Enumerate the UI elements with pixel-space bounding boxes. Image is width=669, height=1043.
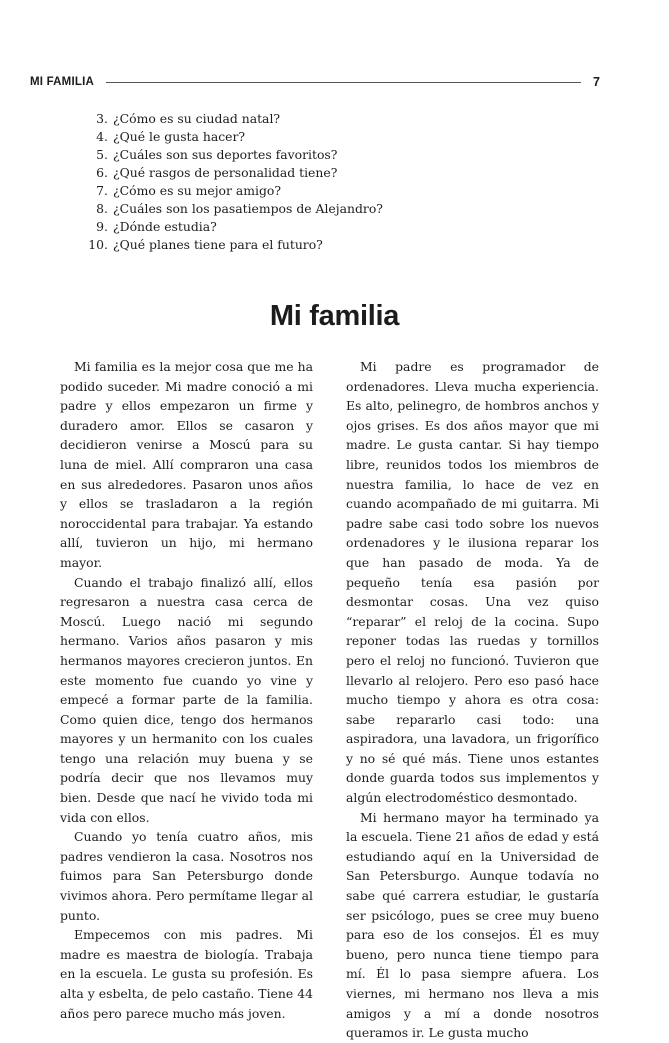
question-number: 5. xyxy=(96,147,108,162)
question-text: ¿Qué rasgos de personalidad tiene? xyxy=(113,165,338,180)
paragraph: Mi padre es programador de ordenadores. Lleva mucha experiencia. Es alto, pelinegro, de hombros anchos y ojos grises. Es dos años mayor que mi madre. Le gusta cantar. Si hay tiempo libre, reunidos todos los miembros de nuestra familia, lo hace de vez en cuando acompañado de mi guitarra. Mi padre sabe casi todo sobre los nuevos ordenadores y le ilusiona reparar los que han pasado de moda. Ya de pequeño tenía esa pasión por desmontar cosas. Una vez quiso “reparar” el reloj de la cocina. Supo reponer todas las ruedas y tornillos pero el reloj no funcionó. Tuvieron que llevarlo al relojero. Pero eso pasó hace mucho tiempo y ahora es otra cosa: sabe repararlo casi todo: una aspiradora, una lavadora, un frigorífico y no sé qué más. Tiene unos estantes donde guarda todos sus implementos y algún electrodoméstico desmontado. xyxy=(346,359,599,806)
list-item xyxy=(86,200,486,218)
list-item xyxy=(86,164,486,182)
chapter-title: Mi familia xyxy=(269,300,400,332)
paragraph: Empecemos con mis padres. Mi madre es maestra de biología. Trabaja en la escuela. Le gusta su profesión. Es alta y esbelta, de pelo castaño. Tiene 44 años pero parece mucho más joven. xyxy=(60,927,313,1021)
question-number: 6. xyxy=(96,165,108,180)
page-number: 7 xyxy=(593,75,600,89)
header-rule xyxy=(106,82,581,83)
question-number: 9. xyxy=(96,219,108,234)
list-item xyxy=(86,110,486,128)
question-text: ¿Cómo es su mejor amigo? xyxy=(113,183,282,198)
question-text: ¿Qué planes tiene para el futuro? xyxy=(113,237,323,252)
question-number: 8. xyxy=(96,201,108,216)
paragraph: Mi hermano mayor ha terminado ya la escuela. Tiene 21 años de edad y está estudiando aquí en la Universidad de San Petersburgo. Aunque todavía no sabe qué carrera estudiar, le gustaría ser psicólogo, pues se cree muy bueno para eso de los consejos. Él es muy bueno, pero nunca tiene tiempo para mí. Él lo pasa siempre afuera. Los viernes, mi hermano nos lleva a mis amigos y a mí a donde nosotros queramos ir. Le gusta mucho xyxy=(346,809,599,1041)
question-list xyxy=(86,110,486,254)
right-column xyxy=(346,357,599,1043)
question-number: 3. xyxy=(96,111,108,126)
question-text: ¿Dónde estudia? xyxy=(113,219,217,234)
list-item xyxy=(86,236,486,254)
question-text: ¿Cuáles son los pasatiempos de Alejandro? xyxy=(113,201,383,216)
left-column xyxy=(60,357,313,1023)
list-item xyxy=(86,146,486,164)
list-item xyxy=(86,182,486,200)
paragraph: Cuando el trabajo finalizó allí, ellos regresaron a nuestra casa cerca de Moscú. Luego nació mi segundo hermano. Varios años pasaron y mis hermanos mayores crecieron juntos. En este momento fue cuando yo vine y empecé a formar parte de la familia. Como quien dice, tengo dos hermanos mayores y un hermanito con los cuales tengo una relación muy buena y se podría decir que nos llevamos muy bien. Desde que nací he vivido toda mi vida con ellos. xyxy=(60,574,313,825)
list-item xyxy=(86,218,486,236)
running-title: MI FAMILIA xyxy=(30,76,94,88)
question-text: ¿Cómo es su ciudad natal? xyxy=(113,111,281,126)
question-number: 4. xyxy=(96,129,108,144)
question-number: 10. xyxy=(88,237,108,252)
paragraph: Mi familia es la mejor cosa que me ha podido suceder. Mi madre conoció a mi padre y ellos empezaron un firme y duradero amor. Ellos se casaron y decidieron venirse a Moscú para su luna de miel. Allí compraron una casa en sus alrededores. Pasaron unos años y ellos se trasladaron a la región noroccidental para trabajar. Ya estando allí, tuvieron un hijo, mi hermano mayor. xyxy=(60,359,313,570)
list-item xyxy=(86,128,486,146)
paragraph: Cuando yo tenía cuatro años, mis padres vendieron la casa. Nosotros nos fuimos para San Petersburgo donde vivimos ahora. Pero permítame llegar al punto. xyxy=(60,829,313,923)
question-text: ¿Cuáles son sus deportes favoritos? xyxy=(113,147,338,162)
running-header xyxy=(30,74,600,90)
question-number: 7. xyxy=(96,183,108,198)
question-text: ¿Qué le gusta hacer? xyxy=(113,129,246,144)
